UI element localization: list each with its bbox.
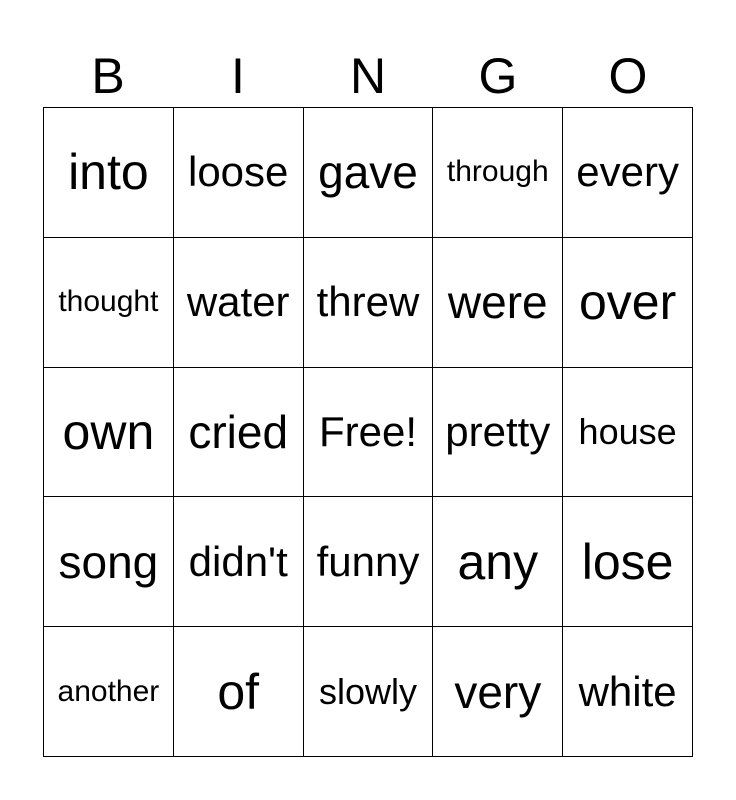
bingo-cell[interactable]: through <box>433 108 563 238</box>
header-letter-i: I <box>231 48 245 104</box>
bingo-cell[interactable]: song <box>44 497 174 627</box>
bingo-cell[interactable]: gave <box>304 108 434 238</box>
bingo-cell[interactable]: another <box>44 627 174 757</box>
bingo-cell[interactable]: into <box>44 108 174 238</box>
header-letter-b: B <box>91 48 125 104</box>
bingo-cell[interactable]: house <box>563 368 693 498</box>
bingo-cell[interactable]: slowly <box>304 627 434 757</box>
bingo-cell[interactable]: any <box>433 497 563 627</box>
bingo-cell[interactable]: funny <box>304 497 434 627</box>
bingo-cell[interactable]: lose <box>563 497 693 627</box>
header-letter-g: G <box>478 48 518 104</box>
bingo-board <box>43 107 693 757</box>
bingo-cell[interactable]: of <box>174 627 304 757</box>
bingo-cell[interactable]: threw <box>304 238 434 368</box>
bingo-cell[interactable]: water <box>174 238 304 368</box>
header-letter-n: N <box>349 48 387 104</box>
bingo-cell[interactable]: own <box>44 368 174 498</box>
free-space-cell[interactable]: Free! <box>304 368 434 498</box>
bingo-cell[interactable]: didn't <box>174 497 304 627</box>
bingo-cell[interactable]: very <box>433 627 563 757</box>
bingo-cell[interactable]: white <box>563 627 693 757</box>
bingo-cell[interactable]: were <box>433 238 563 368</box>
bingo-cell[interactable]: every <box>563 108 693 238</box>
bingo-header <box>43 44 693 108</box>
header-letter-o: O <box>608 48 648 104</box>
bingo-cell[interactable]: loose <box>174 108 304 238</box>
bingo-cell[interactable]: over <box>563 238 693 368</box>
bingo-cell[interactable]: cried <box>174 368 304 498</box>
bingo-cell[interactable]: thought <box>44 238 174 368</box>
bingo-cell[interactable]: pretty <box>433 368 563 498</box>
